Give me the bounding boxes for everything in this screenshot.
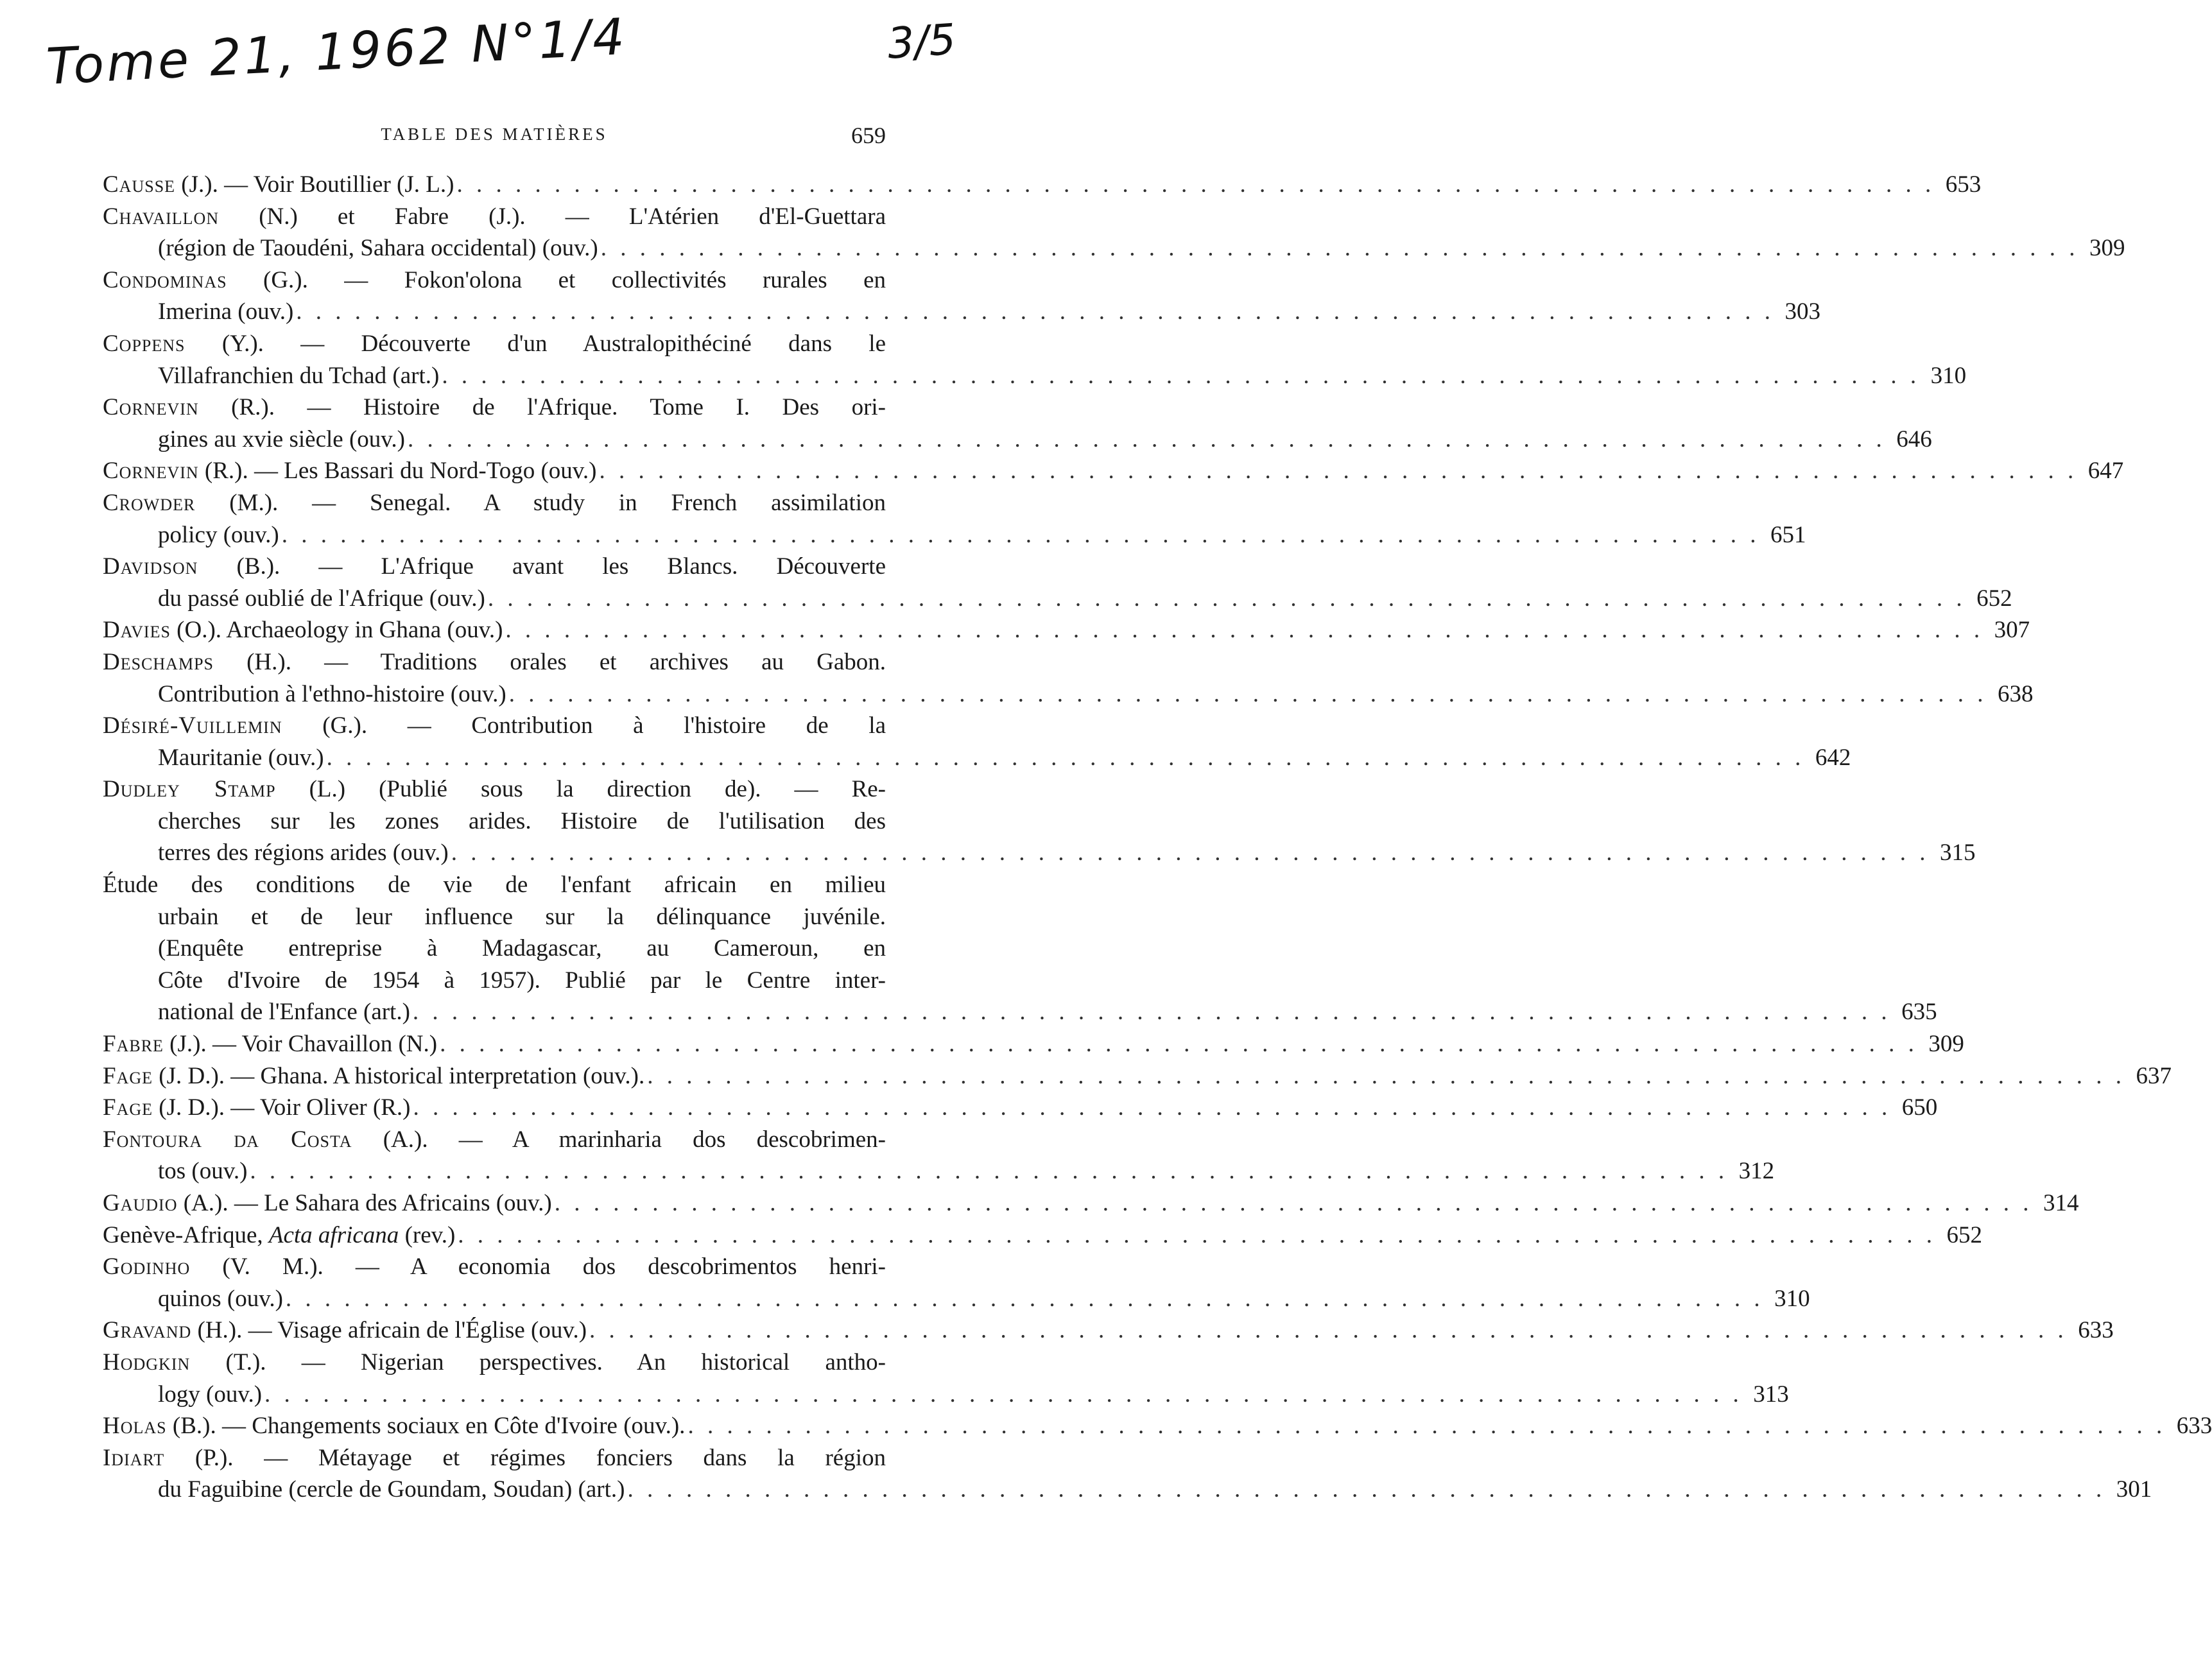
entry-first-line (103, 1410, 2212, 1442)
dot-leader: . . . . . . . . . . . . . . . . . . . . . . . . . . . . . . . . . . . . . . . . . . . . . . . . . . . . . . . . . . . . . . . . . . . . . . . . . . . . (647, 1062, 2125, 1089)
entry-text: Fage (J. D.). — Ghana. A historical interpretation (ouv.). (103, 1062, 645, 1089)
entry-first-line (103, 328, 886, 360)
entry-text: quinos (ouv.) (158, 1285, 283, 1312)
entry-continuation-line (103, 424, 1932, 456)
entry-continuation-line (103, 678, 2034, 711)
dot-leader: . . . . . . . . . . . . . . . . . . . . . . . . . . . . . . . . . . . . . . . . . . . . . . . . . . . . . . . . . . . . . . . . . . . . . . . . . . . . (505, 617, 1984, 644)
entry-text: Fabre (J.). — Voir Chavaillon (N.) (103, 1031, 438, 1058)
author-name: Fontoura da Costa (103, 1126, 352, 1153)
dot-leader: . . . . . . . . . . . . . . . . . . . . . . . . . . . . . . . . . . . . . . . . . . . . . . . . . . . . . . . . . . . . . . . . . . . . . . . . . . . . (281, 521, 1760, 548)
dot-leader: . . . . . . . . . . . . . . . . . . . . . . . . . . . . . . . . . . . . . . . . . . . . . . . . . . . . . . . . . . . . . . . . . . . . . . . . . . . . (413, 1094, 1892, 1121)
entry-first-line (103, 455, 2124, 487)
entry-continuation-line (103, 742, 1851, 774)
entry-continuation-line (103, 901, 886, 933)
author-name: Cornevin (103, 394, 199, 421)
author-name: Crowder (103, 489, 196, 516)
entry-first-line (103, 201, 886, 233)
entry-text: Gravand (H.). — Visage africain de l'Église (ouv.) (103, 1317, 587, 1344)
index-entry (103, 1347, 1789, 1410)
entry-text: urbain et de leur influence sur la délinquance juvénile. (158, 903, 886, 930)
index-entry (103, 455, 2124, 487)
entry-continuation-line (103, 296, 1821, 328)
index-entry (103, 1220, 1983, 1252)
entry-first-line (103, 1092, 1938, 1124)
author-name: Gravand (103, 1317, 192, 1344)
entry-page-number: 652 (1976, 585, 2012, 612)
entry-text: Godinho (V. M.). — A economia dos descobrimentos henri- (103, 1254, 886, 1280)
running-head (103, 122, 886, 148)
entry-text: Mauritanie (ouv.) (158, 744, 324, 771)
dot-leader: . . . . . . . . . . . . . . . . . . . . . . . . . . . . . . . . . . . . . . . . . . . . . . . . . . . . . . . . . . . . . . . . . . . . . . . . . . . . (407, 426, 1886, 452)
entry-first-line (103, 773, 886, 806)
entry-first-line (103, 1314, 2114, 1347)
entry-continuation-line (103, 519, 1806, 551)
entry-continuation-line (103, 583, 2012, 615)
entry-first-line (103, 392, 886, 424)
author-name: Davidson (103, 553, 198, 580)
entry-continuation-line (103, 360, 1967, 392)
author-name: Fage (103, 1062, 153, 1089)
author-name: Gaudio (103, 1190, 178, 1216)
index-entry (103, 1251, 1810, 1314)
entry-text: Étude des conditions de vie de l'enfant africain en milieu (103, 872, 886, 899)
entry-page-number: 315 (1940, 840, 1976, 866)
entry-page-number: 635 (1901, 999, 1937, 1026)
dot-leader: . . . . . . . . . . . . . . . . . . . . . . . . . . . . . . . . . . . . . . . . . . . . . . . . . . . . . . . . . . . . . . . . . . . . . . . . . . . . (487, 585, 1966, 612)
index-entry (103, 169, 1982, 201)
entry-continuation-line (103, 806, 886, 838)
entry-first-line (103, 1124, 886, 1156)
index-entry (103, 1028, 1964, 1060)
entry-first-line (103, 710, 886, 742)
dot-leader: . . . . . . . . . . . . . . . . . . . . . . . . . . . . . . . . . . . . . . . . . . . . . . . . . . . . . . . . . . . . . . . . . . . . . . . . . . . . (687, 1413, 2166, 1440)
entry-page-number: 633 (2078, 1317, 2114, 1344)
author-name: Coppens (103, 330, 186, 357)
index-entry (103, 328, 1967, 392)
entry-continuation-line (103, 1283, 1810, 1315)
entry-page-number: 650 (1901, 1094, 1938, 1121)
author-name: Fage (103, 1094, 153, 1121)
dot-leader: . . . . . . . . . . . . . . . . . . . . . . . . . . . . . . . . . . . . . . . . . . . . . . . . . . . . . . . . . . . . . . . . . . . . . . . . . . . . (627, 1476, 2106, 1503)
entry-text: Condominas (G.). — Fokon'olona et collectivités rurales en (103, 266, 886, 293)
entry-page-number: 312 (1738, 1158, 1775, 1185)
entry-text: cherches sur les zones arides. Histoire de l'utilisation des (158, 807, 886, 834)
index-entry (103, 614, 2030, 646)
entry-text: Holas (B.). — Changements sociaux en Côte d'Ivoire (ouv.). (103, 1413, 686, 1440)
dot-leader: . . . . . . . . . . . . . . . . . . . . . . . . . . . . . . . . . . . . . . . . . . . . . . . . . . . . . . . . . . . . . . . . . . . . . . . . . . . . (508, 680, 1987, 707)
entry-page-number: 652 (1946, 1221, 1983, 1248)
entry-text: Causse (J.). — Voir Boutillier (J. L.) (103, 171, 454, 198)
entry-text: tos (ouv.) (158, 1158, 248, 1185)
index-entry (103, 201, 2125, 264)
entry-continuation-line (103, 1379, 1789, 1411)
handwritten-volume-note: Tome 21, 1962 N°1/4 (45, 8, 628, 96)
author-name: Holas (103, 1413, 167, 1440)
entry-text: policy (ouv.) (158, 521, 279, 548)
entry-page-number: 314 (2043, 1190, 2079, 1216)
entry-page-number: 638 (1997, 680, 2034, 707)
index-entry (103, 646, 2034, 710)
index-entry (103, 1124, 1775, 1187)
entry-text: Hodgkin (T.). — Nigerian perspectives. An historical antho- (103, 1349, 886, 1375)
entry-page-number: 647 (2087, 458, 2124, 485)
entry-text: Villafranchien du Tchad (art.) (158, 362, 440, 389)
index-entry (103, 264, 1821, 328)
index-entry (103, 1442, 2152, 1506)
index-list (103, 169, 2212, 1506)
index-entry (103, 1092, 1938, 1124)
entry-page-number: 642 (1815, 744, 1851, 771)
dot-leader: . . . . . . . . . . . . . . . . . . . . . . . . . . . . . . . . . . . . . . . . . . . . . . . . . . . . . . . . . . . . . . . . . . . . . . . . . . . . (285, 1285, 1764, 1312)
entry-text: Imerina (ouv.) (158, 298, 294, 325)
entry-continuation-line (103, 232, 2125, 264)
entry-page-number: 307 (1994, 617, 2030, 644)
entry-continuation-line (103, 996, 1937, 1028)
entry-text: du passé oublié de l'Afrique (ouv.) (158, 585, 485, 612)
entry-text: Désiré-Vuillemin (G.). — Contribution à l'histoire de la (103, 712, 886, 739)
entry-text: (région de Taoudéni, Sahara occidental) (ouv.) (158, 235, 598, 262)
entry-first-line (103, 264, 886, 297)
entry-text: Davies (O.). Archaeology in Ghana (ouv.) (103, 617, 503, 644)
entry-first-line (103, 1220, 1983, 1252)
author-name: Deschamps (103, 648, 214, 675)
author-name: Désiré-Vuillemin (103, 712, 282, 739)
index-entry (103, 1410, 2212, 1442)
entry-text: Côte d'Ivoire de 1954 à 1957). Publié par le Centre inter- (158, 967, 886, 994)
dot-leader: . . . . . . . . . . . . . . . . . . . . . . . . . . . . . . . . . . . . . . . . . . . . . . . . . . . . . . . . . . . . . . . . . . . . . . . . . . . . (326, 744, 1805, 771)
index-entry (103, 773, 1976, 869)
entry-page-number: 309 (2089, 235, 2125, 262)
entry-text: gines au xvie siècle (ouv.) (158, 426, 405, 452)
entry-first-line (103, 646, 886, 678)
author-name: Dudley Stamp (103, 776, 276, 803)
entry-text: Cornevin (R.). — Les Bassari du Nord-Togo (ouv.) (103, 458, 597, 485)
entry-page-number: 310 (1930, 362, 1967, 389)
entry-text: Chavaillon (N.) et Fabre (J.). — L'Atérien d'El-Guettara (103, 203, 886, 230)
author-name: Idiart (103, 1444, 165, 1471)
entry-page-number: 313 (1753, 1381, 1789, 1408)
entry-first-line (103, 551, 886, 583)
entry-text: Crowder (M.). — Senegal. A study in French assimilation (103, 489, 886, 516)
author-name: Causse (103, 171, 176, 198)
author-name: Godinho (103, 1254, 191, 1280)
page-title: TABLE DES MATIÈRES (381, 125, 608, 144)
entry-continuation-line (103, 837, 1976, 869)
dot-leader: . . . . . . . . . . . . . . . . . . . . . . . . . . . . . . . . . . . . . . . . . . . . . . . . . . . . . . . . . . . . . . . . . . . . . . . . . . . . (250, 1158, 1729, 1185)
index-entry (103, 1060, 2172, 1092)
entry-page-number: 303 (1784, 298, 1821, 325)
entry-page-number: 653 (1945, 171, 1982, 198)
entry-continuation-line (103, 965, 886, 997)
entry-page-number: 646 (1896, 426, 1932, 452)
entry-page-number: 309 (1928, 1031, 1964, 1058)
entry-first-line (103, 169, 1982, 201)
index-entry (103, 710, 1851, 773)
author-name: Condominas (103, 266, 227, 293)
index-entry (103, 1314, 2114, 1347)
entry-text: Idiart (P.). — Métayage et régimes fonciers dans la région (103, 1444, 886, 1471)
dot-leader: . . . . . . . . . . . . . . . . . . . . . . . . . . . . . . . . . . . . . . . . . . . . . . . . . . . . . . . . . . . . . . . . . . . . . . . . . . . . (451, 840, 1930, 866)
dot-leader: . . . . . . . . . . . . . . . . . . . . . . . . . . . . . . . . . . . . . . . . . . . . . . . . . . . . . . . . . . . . . . . . . . . . . . . . . . . . (440, 1031, 1918, 1058)
entry-page-number: 633 (2176, 1413, 2212, 1440)
entry-text: (Enquête entreprise à Madagascar, au Cameroun, en (158, 935, 886, 962)
author-name: Fabre (103, 1031, 164, 1058)
dot-leader: . . . . . . . . . . . . . . . . . . . . . . . . . . . . . . . . . . . . . . . . . . . . . . . . . . . . . . . . . . . . . . . . . . . . . . . . . . . . (599, 458, 2078, 485)
dot-leader: . . . . . . . . . . . . . . . . . . . . . . . . . . . . . . . . . . . . . . . . . . . . . . . . . . . . . . . . . . . . . . . . . . . . . . . . . . . . (412, 999, 1891, 1026)
dot-leader: . . . . . . . . . . . . . . . . . . . . . . . . . . . . . . . . . . . . . . . . . . . . . . . . . . . . . . . . . . . . . . . . . . . . . . . . . . . . (458, 1221, 1937, 1248)
handwritten-fraction-note: 3/5 (886, 14, 958, 69)
entry-continuation-line (103, 933, 886, 965)
entry-text: Coppens (Y.). — Découverte d'un Australopithéciné dans le (103, 330, 886, 357)
entry-text: Dudley Stamp (L.) (Publié sous la direction de). — Re- (103, 776, 886, 803)
entry-text: Genève-Afrique, Acta africana (rev.) (103, 1221, 456, 1248)
entry-first-line (103, 1251, 886, 1283)
page-number: 659 (851, 123, 886, 148)
entry-page-number: 310 (1774, 1285, 1810, 1312)
dot-leader: . . . . . . . . . . . . . . . . . . . . . . . . . . . . . . . . . . . . . . . . . . . . . . . . . . . . . . . . . . . . . . . . . . . . . . . . . . . . (296, 298, 1775, 325)
dot-leader: . . . . . . . . . . . . . . . . . . . . . . . . . . . . . . . . . . . . . . . . . . . . . . . . . . . . . . . . . . . . . . . . . . . . . . . . . . . . (456, 171, 1935, 198)
entry-first-line (103, 1028, 1964, 1060)
italic-title: Acta africana (268, 1221, 399, 1248)
dot-leader: . . . . . . . . . . . . . . . . . . . . . . . . . . . . . . . . . . . . . . . . . . . . . . . . . . . . . . . . . . . . . . . . . . . . . . . . . . . . (589, 1317, 2068, 1344)
entry-first-line (103, 869, 886, 901)
author-name: Chavaillon (103, 203, 220, 230)
entry-text: Deschamps (H.). — Traditions orales et archives au Gabon. (103, 648, 886, 675)
entry-first-line (103, 1060, 2172, 1092)
dot-leader: . . . . . . . . . . . . . . . . . . . . . . . . . . . . . . . . . . . . . . . . . . . . . . . . . . . . . . . . . . . . . . . . . . . . . . . . . . . . (554, 1190, 2033, 1216)
entry-text: Contribution à l'ethno-histoire (ouv.) (158, 680, 506, 707)
index-entry (103, 1187, 2079, 1220)
entry-text: terres des régions arides (ouv.) (158, 840, 449, 866)
entry-first-line (103, 1442, 886, 1474)
entry-text: du Faguibine (cercle de Goundam, Soudan) (art.) (158, 1476, 625, 1503)
entry-text: Gaudio (A.). — Le Sahara des Africains (ouv.) (103, 1190, 552, 1216)
entry-page-number: 651 (1770, 521, 1806, 548)
index-entry (103, 869, 1937, 1028)
author-name: Davies (103, 617, 171, 644)
entry-first-line (103, 614, 2030, 646)
entry-continuation-line (103, 1155, 1775, 1187)
entry-text: Fage (J. D.). — Voir Oliver (R.) (103, 1094, 411, 1121)
entry-text: Davidson (B.). — L'Afrique avant les Blancs. Découverte (103, 553, 886, 580)
entry-text: logy (ouv.) (158, 1381, 263, 1408)
entry-first-line (103, 487, 886, 519)
author-name: Hodgkin (103, 1349, 191, 1375)
dot-leader: . . . . . . . . . . . . . . . . . . . . . . . . . . . . . . . . . . . . . . . . . . . . . . . . . . . . . . . . . . . . . . . . . . . . . . . . . . . . (442, 362, 1921, 389)
author-name: Cornevin (103, 458, 199, 485)
entry-continuation-line (103, 1474, 2152, 1506)
entry-first-line (103, 1187, 2079, 1220)
entry-first-line (103, 1347, 886, 1379)
entry-text: Cornevin (R.). — Histoire de l'Afrique. Tome I. Des ori- (103, 394, 886, 421)
entry-text: national de l'Enfance (art.) (158, 999, 410, 1026)
dot-leader: . . . . . . . . . . . . . . . . . . . . . . . . . . . . . . . . . . . . . . . . . . . . . . . . . . . . . . . . . . . . . . . . . . . . . . . . . . . . (600, 235, 2079, 262)
entry-text: Fontoura da Costa (A.). — A marinharia dos descobrimen- (103, 1126, 886, 1153)
index-entry (103, 487, 1806, 551)
entry-page-number: 301 (2116, 1476, 2152, 1503)
entry-page-number: 637 (2136, 1062, 2172, 1089)
index-entry (103, 551, 2012, 614)
dot-leader: . . . . . . . . . . . . . . . . . . . . . . . . . . . . . . . . . . . . . . . . . . . . . . . . . . . . . . . . . . . . . . . . . . . . . . . . . . . . (264, 1381, 1743, 1408)
index-entry (103, 392, 1932, 455)
